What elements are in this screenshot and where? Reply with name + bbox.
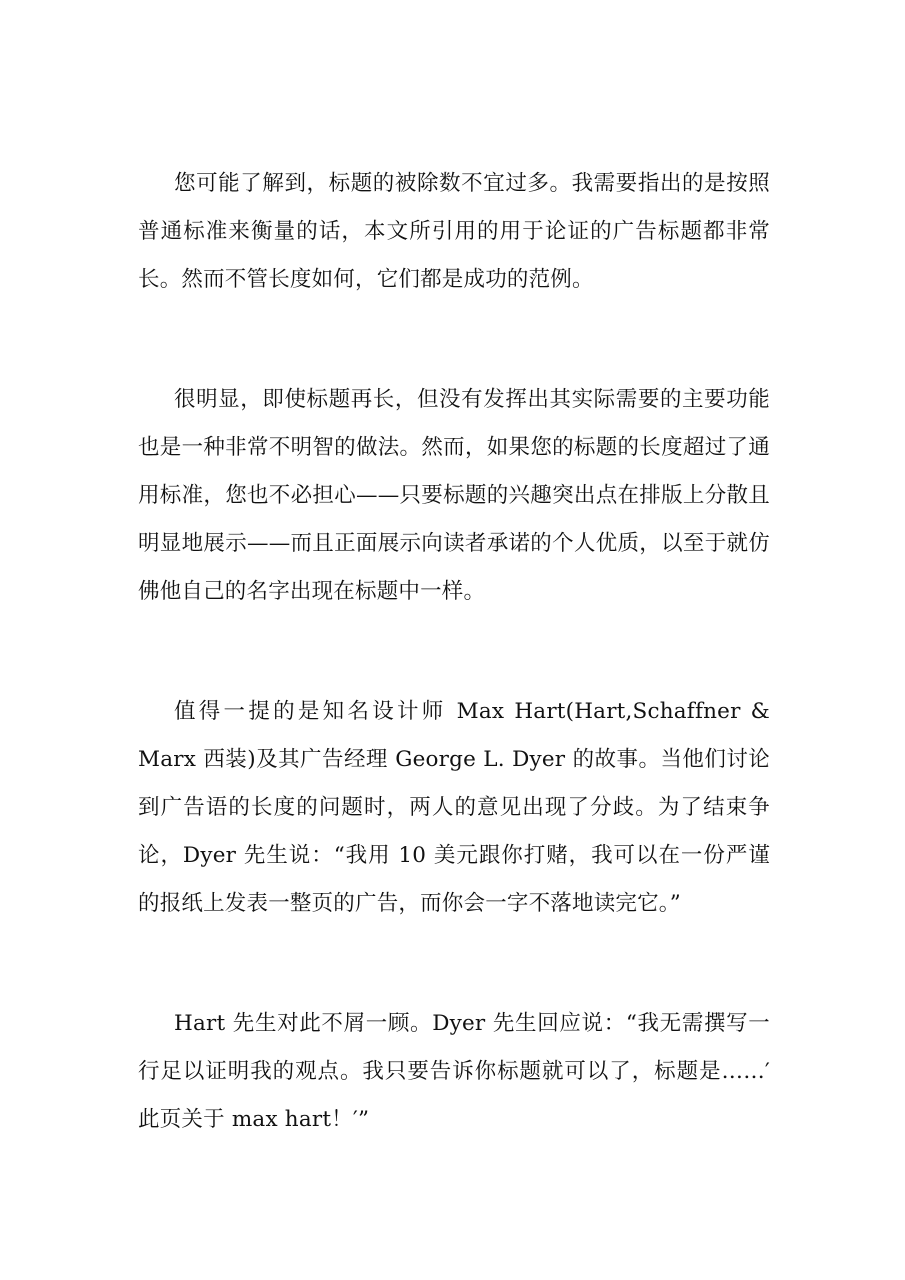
paragraph-2: 很明显，即使标题再长，但没有发挥出其实际需要的主要功能也是一种非常不明智的做法。然而，如果您的标题的长度超过了通用标准，您也不必担心——只要标题的兴趣突出点在排版上分散且明显地展示——而且正面展示向读者承诺的个人优质，以至于就仿佛他自己的名字出现在标题中一样。 (138, 387, 770, 604)
paragraph-3: 值得一提的是知名设计师 Max Hart(Hart,Schaffner & Marx 西装)及其广告经理 George L. Dyer 的故事。当他们讨论到广告语的长度的问题时，两人的意见出现了分歧。为了结束争论，Dyer 先生说：“我用 10 美元跟你打赌，我可以在一份严谨的报纸上发表一整页的广告，而你会一字不落地读完它。” (138, 699, 770, 916)
article-body (138, 160, 770, 1144)
paragraph-4: Hart 先生对此不屑一顾。Dyer 先生回应说：“我无需撰写一行足以证明我的观点。我只要告诉你标题就可以了，标题是……′此页关于 max hart！′” (138, 1011, 770, 1132)
paragraph-1: 您可能了解到，标题的被除数不宜过多。我需要指出的是按照普通标准来衡量的话，本文所引用的用于论证的广告标题都非常长。然而不管长度如何，它们都是成功的范例。 (138, 171, 770, 292)
